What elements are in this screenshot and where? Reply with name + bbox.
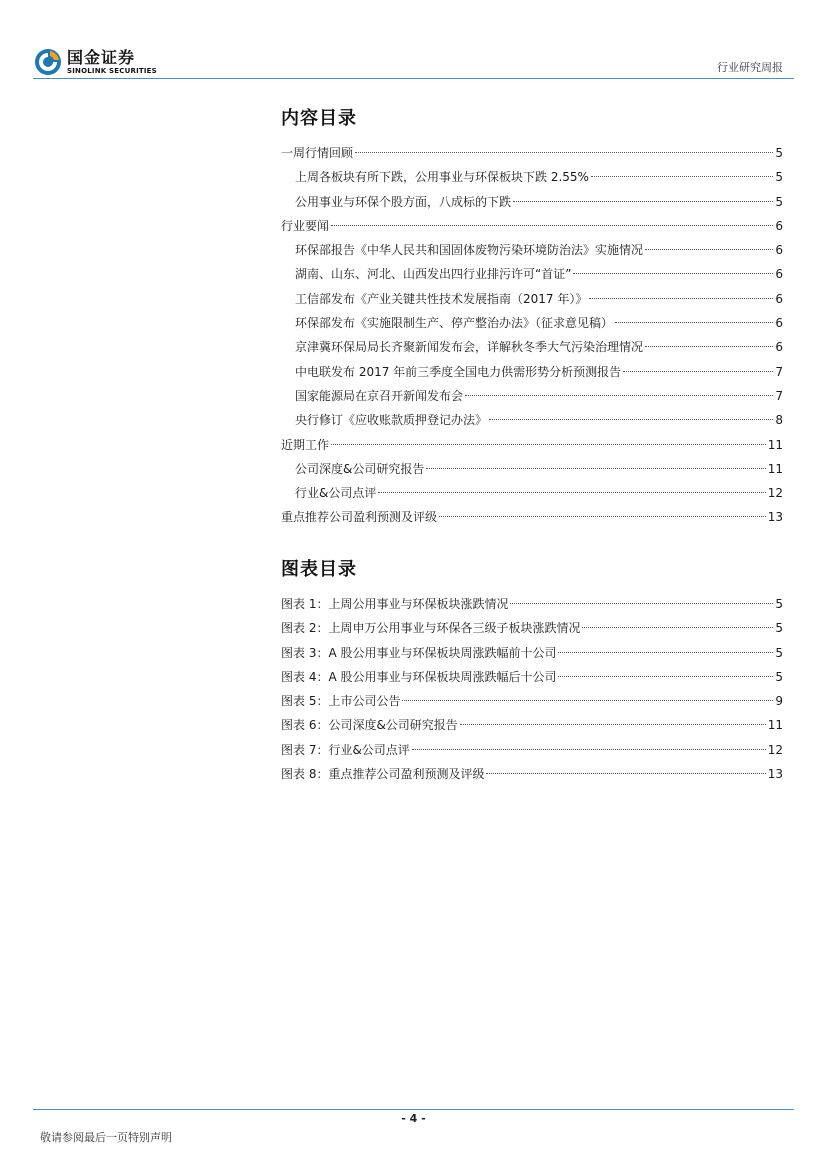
figure-entry-page: 12 bbox=[767, 742, 783, 757]
toc-entry[interactable] bbox=[281, 214, 783, 238]
leader-dots bbox=[460, 724, 766, 725]
logo-chinese-name: 国金证券 bbox=[67, 47, 136, 67]
figure-entry-page: 5 bbox=[775, 645, 783, 660]
leader-dots bbox=[486, 773, 765, 774]
toc-entry-page: 11 bbox=[767, 461, 783, 476]
toc-entry-page: 5 bbox=[775, 194, 783, 209]
toc-entry-text: 环保部报告《中华人民共和国固体废物污染环境防治法》实施情况 bbox=[295, 243, 644, 258]
leader-dots bbox=[615, 322, 773, 323]
leader-dots bbox=[331, 444, 766, 445]
toc-entry[interactable] bbox=[281, 335, 783, 359]
toc-entry-text: 中电联发布 2017 年前三季度全国电力供需形势分析预测报告 bbox=[295, 364, 622, 379]
toc-entry-text: 公用事业与环保个股方面，八成标的下跌 bbox=[295, 194, 512, 209]
toc-entry[interactable] bbox=[281, 287, 783, 311]
leader-dots bbox=[623, 371, 773, 372]
toc-entry[interactable] bbox=[281, 190, 783, 214]
toc-entry[interactable] bbox=[281, 165, 783, 189]
leader-dots bbox=[558, 652, 773, 653]
toc-entry-text: 上周各板块有所下跌，公用事业与环保板块下跌 2.55% bbox=[295, 170, 589, 185]
toc-entry[interactable] bbox=[281, 481, 783, 505]
leader-dots bbox=[465, 395, 773, 396]
contents-toc bbox=[281, 107, 783, 530]
figure-entry-page: 9 bbox=[775, 694, 783, 709]
toc-entry-page: 6 bbox=[775, 340, 783, 355]
figure-entry[interactable] bbox=[281, 665, 783, 689]
toc-entry-page: 8 bbox=[775, 413, 783, 428]
toc-entry-text: 重点推荐公司盈利预测及评级 bbox=[281, 510, 438, 525]
disclaimer-note: 敬请参阅最后一页特别声明 bbox=[40, 1131, 172, 1144]
toc-entry-page: 11 bbox=[767, 437, 783, 452]
figure-entry-text: 图表 1：上周公用事业与环保板块涨跌情况 bbox=[281, 597, 509, 611]
leader-dots bbox=[645, 249, 773, 250]
page-number: - 4 - bbox=[401, 1112, 426, 1125]
toc-entry-page: 6 bbox=[775, 243, 783, 258]
toc-entry[interactable] bbox=[281, 141, 783, 165]
toc-entry-page: 13 bbox=[767, 510, 783, 525]
toc-entry-page: 6 bbox=[775, 218, 783, 233]
figure-entry-text: 图表 4：A 股公用事业与环保板块周涨跌幅后十公司 bbox=[281, 669, 557, 684]
figure-entry[interactable] bbox=[281, 592, 783, 616]
toc-entry[interactable] bbox=[281, 457, 783, 481]
toc-entry-text: 环保部发布《实施限制生产、停产整治办法》（征求意见稿） bbox=[295, 316, 614, 331]
leader-dots bbox=[489, 419, 773, 420]
figure-entry-text: 图表 7：行业&公司点评 bbox=[281, 742, 410, 757]
contents-entries bbox=[281, 141, 783, 530]
figure-entry-page: 11 bbox=[767, 718, 783, 733]
toc-entry-text: 一周行情回顾 bbox=[281, 146, 354, 160]
leader-dots bbox=[402, 700, 773, 701]
leader-dots bbox=[510, 603, 773, 604]
figure-entry-text: 图表 2：上周申万公用事业与环保各三级子板块涨跌情况 bbox=[281, 621, 581, 636]
toc-entry-text: 央行修订《应收账款质押登记办法》 bbox=[295, 413, 488, 428]
leader-dots bbox=[645, 346, 773, 347]
toc-entry[interactable] bbox=[281, 238, 783, 262]
toc-entry[interactable] bbox=[281, 384, 783, 408]
leader-dots bbox=[513, 201, 773, 202]
toc-entry-text: 京津冀环保局局长齐聚新闻发布会，详解秋冬季大气污染治理情况 bbox=[295, 340, 644, 355]
figures-toc bbox=[281, 558, 783, 786]
toc-entry[interactable] bbox=[281, 360, 783, 384]
toc-entry-page: 5 bbox=[775, 146, 783, 160]
figure-entry-page: 5 bbox=[775, 597, 783, 611]
leader-dots bbox=[573, 273, 773, 274]
figure-entry-page: 5 bbox=[775, 621, 783, 636]
figure-entry[interactable] bbox=[281, 616, 783, 640]
toc-entry-text: 公司深度&公司研究报告 bbox=[295, 461, 425, 476]
leader-dots bbox=[412, 749, 766, 750]
toc-entry-page: 7 bbox=[775, 364, 783, 379]
company-logo bbox=[33, 46, 157, 78]
figure-entry[interactable] bbox=[281, 762, 783, 786]
toc-entry-page: 12 bbox=[767, 486, 783, 501]
figure-entry-text: 图表 6：公司深度&公司研究报告 bbox=[281, 718, 458, 733]
figure-entry[interactable] bbox=[281, 689, 783, 713]
toc-entry[interactable] bbox=[281, 505, 783, 529]
toc-entry-page: 6 bbox=[775, 267, 783, 282]
toc-entry-text: 行业要闻 bbox=[281, 218, 330, 233]
toc-entry-page: 6 bbox=[775, 316, 783, 331]
leader-dots bbox=[591, 176, 773, 177]
toc-entry-page: 7 bbox=[775, 388, 783, 403]
leader-dots bbox=[582, 627, 773, 628]
toc-entry-page: 5 bbox=[775, 170, 783, 185]
sinolink-logo-icon bbox=[33, 47, 63, 77]
figure-entry-page: 5 bbox=[775, 669, 783, 684]
leader-dots bbox=[378, 492, 765, 493]
toc-entry-page: 6 bbox=[775, 291, 783, 306]
figure-entry-page: 13 bbox=[767, 767, 783, 782]
toc-entry[interactable] bbox=[281, 262, 783, 286]
toc-entry-text: 近期工作 bbox=[281, 437, 330, 452]
figure-entry-text: 图表 8：重点推荐公司盈利预测及评级 bbox=[281, 767, 485, 782]
leader-dots bbox=[589, 298, 773, 299]
contents-title: 内容目录 bbox=[281, 108, 357, 129]
footer-divider bbox=[33, 1109, 794, 1110]
toc-entry-text: 湖南、山东、河北、山西发出四行业排污许可“首证” bbox=[295, 267, 572, 282]
toc-entry[interactable] bbox=[281, 433, 783, 457]
leader-dots bbox=[331, 225, 773, 226]
toc-entry-text: 行业&公司点评 bbox=[295, 486, 377, 501]
leader-dots bbox=[355, 152, 773, 153]
figures-entries bbox=[281, 592, 783, 786]
toc-entry[interactable] bbox=[281, 311, 783, 335]
figure-entry[interactable] bbox=[281, 738, 783, 762]
figure-entry-text: 图表 3：A 股公用事业与环保板块周涨跌幅前十公司 bbox=[281, 645, 557, 660]
header-divider bbox=[33, 78, 794, 79]
toc-entry[interactable] bbox=[281, 408, 783, 432]
toc-entry-text: 国家能源局在京召开新闻发布会 bbox=[295, 388, 464, 403]
toc-entry-text: 工信部发布《产业关键共性技术发展指南（2017 年）》 bbox=[295, 291, 588, 306]
leader-dots bbox=[426, 468, 765, 469]
figure-entry[interactable] bbox=[281, 713, 783, 737]
figure-entry-text: 图表 5：上市公司公告 bbox=[281, 694, 401, 709]
report-type-label: 行业研究周报 bbox=[717, 61, 783, 74]
leader-dots bbox=[439, 516, 766, 517]
leader-dots bbox=[558, 676, 773, 677]
figures-title: 图表目录 bbox=[281, 559, 357, 580]
logo-english-name: SINOLINK SECURITIES bbox=[67, 66, 157, 75]
figure-entry[interactable] bbox=[281, 641, 783, 665]
